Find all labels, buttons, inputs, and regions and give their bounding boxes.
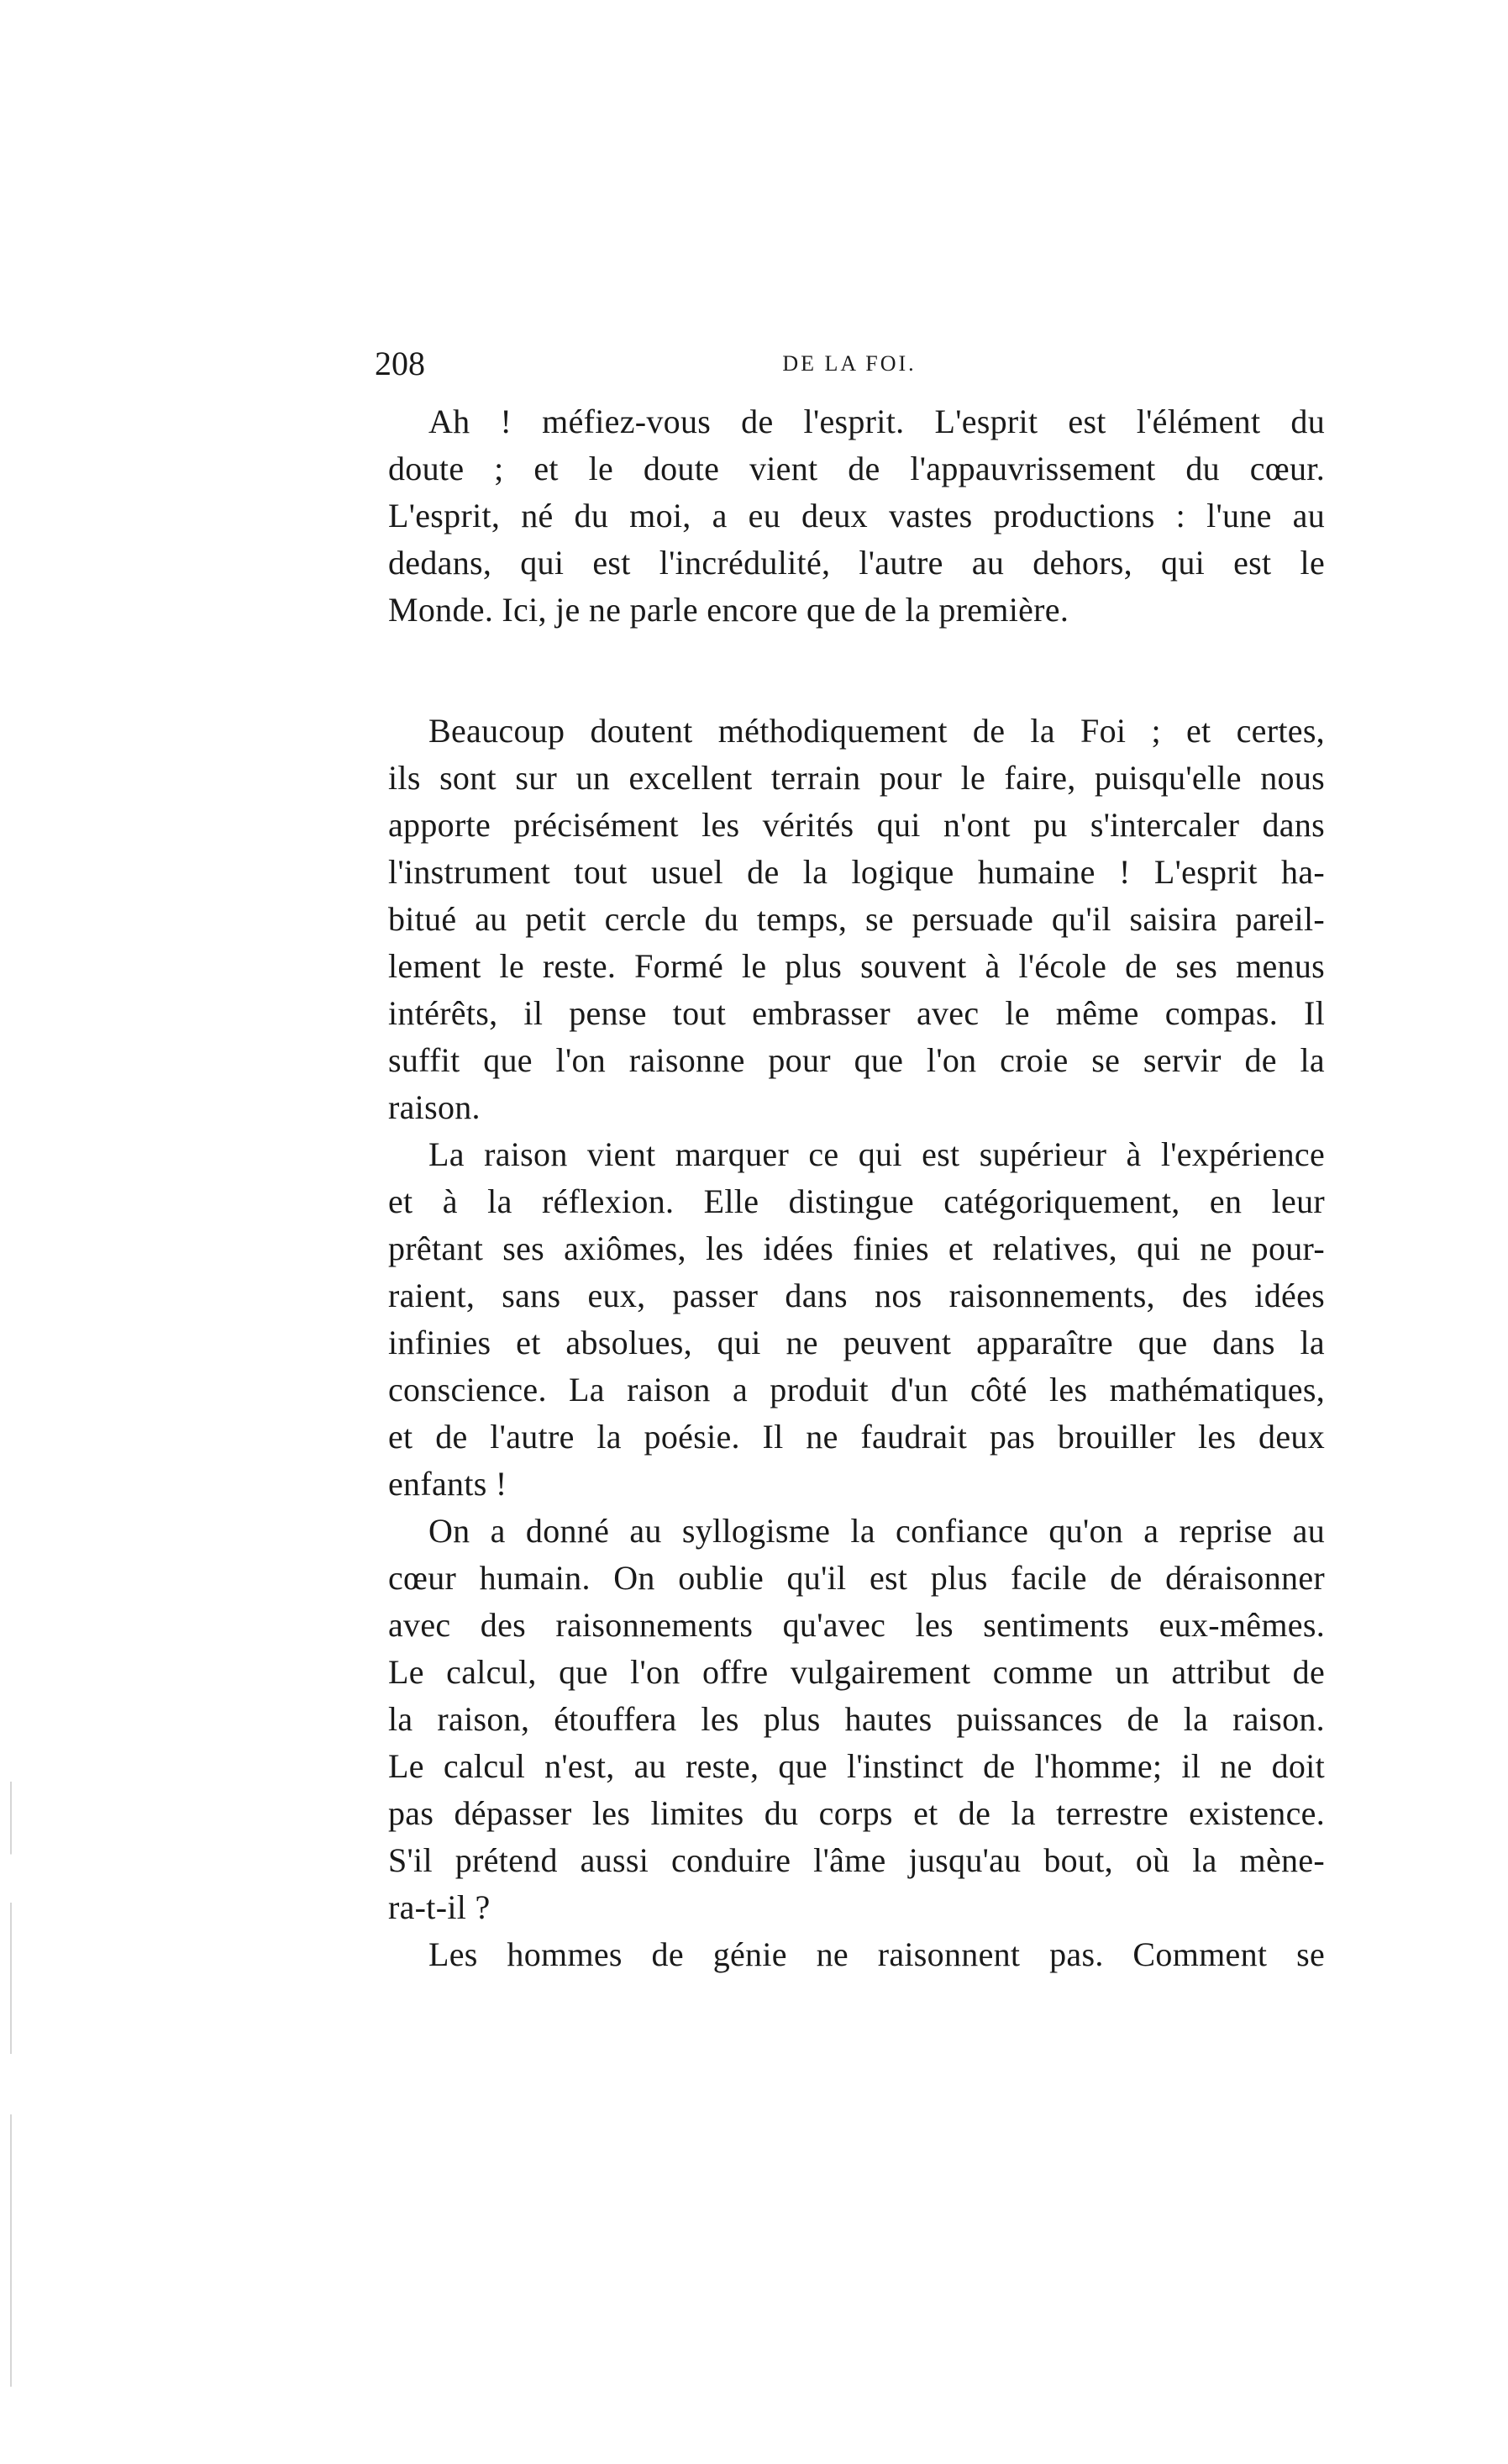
body-text xyxy=(388,398,1325,1978)
scan-edge-mark xyxy=(10,1782,12,2387)
text-line: ra-t-il ? xyxy=(388,1888,491,1926)
text-line: prêtant ses axiômes, les idées finies et relatives, qui ne pour- xyxy=(388,1229,1325,1267)
text-line: La raison vient marquer ce qui est supérieur à l'expérience xyxy=(428,1135,1325,1173)
text-line: Ah ! méfiez-vous de l'esprit. L'esprit est l'élément du xyxy=(428,403,1325,440)
text-line: la raison, étouffera les plus hautes puissances de la raison. xyxy=(388,1700,1325,1738)
text-line: bitué au petit cercle du temps, se persuade qu'il saisira pareil- xyxy=(388,900,1325,938)
page-header xyxy=(375,343,1324,385)
text-line: apporte précisément les vérités qui n'ont pu s'intercaler dans xyxy=(388,806,1325,844)
text-line: suffit que l'on raisonne pour que l'on croie se servir de la xyxy=(388,1041,1325,1079)
text-line: doute ; et le doute vient de l'appauvrissement du cœur. xyxy=(388,450,1325,487)
running-head: DE LA FOI. xyxy=(782,351,917,376)
text-line: pas dépasser les limites du corps et de la terrestre existence. xyxy=(388,1794,1325,1832)
text-line: Beaucoup doutent méthodiquement de la Foi ; et certes, xyxy=(428,712,1325,750)
text-line: S'il prétend aussi conduire l'âme jusqu'au bout, où la mène- xyxy=(388,1841,1325,1879)
text-line: lement le reste. Formé le plus souvent à l'école de ses menus xyxy=(388,947,1325,985)
text-line: et à la réflexion. Elle distingue catégoriquement, en leur xyxy=(388,1182,1325,1220)
text-line: raison. xyxy=(388,1088,481,1126)
text-line: L'esprit, né du moi, a eu deux vastes productions : l'une au xyxy=(388,497,1325,534)
text-line: l'instrument tout usuel de la logique humaine ! L'esprit ha- xyxy=(388,853,1325,891)
text-line: enfants ! xyxy=(388,1465,507,1503)
text-line: et de l'autre la poésie. Il ne faudrait pas brouiller les deux xyxy=(388,1418,1325,1456)
text-line: avec des raisonnements qu'avec les sentiments eux-mêmes. xyxy=(388,1606,1325,1644)
text-line: cœur humain. On oublie qu'il est plus facile de déraisonner xyxy=(388,1559,1325,1597)
text-line: Le calcul n'est, au reste, que l'instinct de l'homme; il ne doit xyxy=(388,1747,1325,1785)
text-line: ils sont sur un excellent terrain pour le faire, puisqu'elle nous xyxy=(388,759,1325,797)
text-line: Le calcul, que l'on offre vulgairement comme un attribut de xyxy=(388,1653,1325,1691)
text-line: intérêts, il pense tout embrasser avec le même compas. Il xyxy=(388,994,1325,1032)
text-line: On a donné au syllogisme la confiance qu'on a reprise au xyxy=(428,1512,1325,1550)
text-line: dedans, qui est l'incrédulité, l'autre au dehors, qui est le xyxy=(388,544,1325,582)
text-line: raient, sans eux, passer dans nos raisonnements, des idées xyxy=(388,1277,1325,1314)
text-line: infinies et absolues, qui ne peuvent apparaître que dans la xyxy=(388,1324,1325,1361)
page-number: 208 xyxy=(375,345,425,382)
text-line: Les hommes de génie ne raisonnent pas. Comment se xyxy=(428,1935,1325,1973)
text-line: Monde. Ici, je ne parle encore que de la première. xyxy=(388,591,1069,629)
text-line: conscience. La raison a produit d'un côté les mathématiques, xyxy=(388,1371,1325,1408)
